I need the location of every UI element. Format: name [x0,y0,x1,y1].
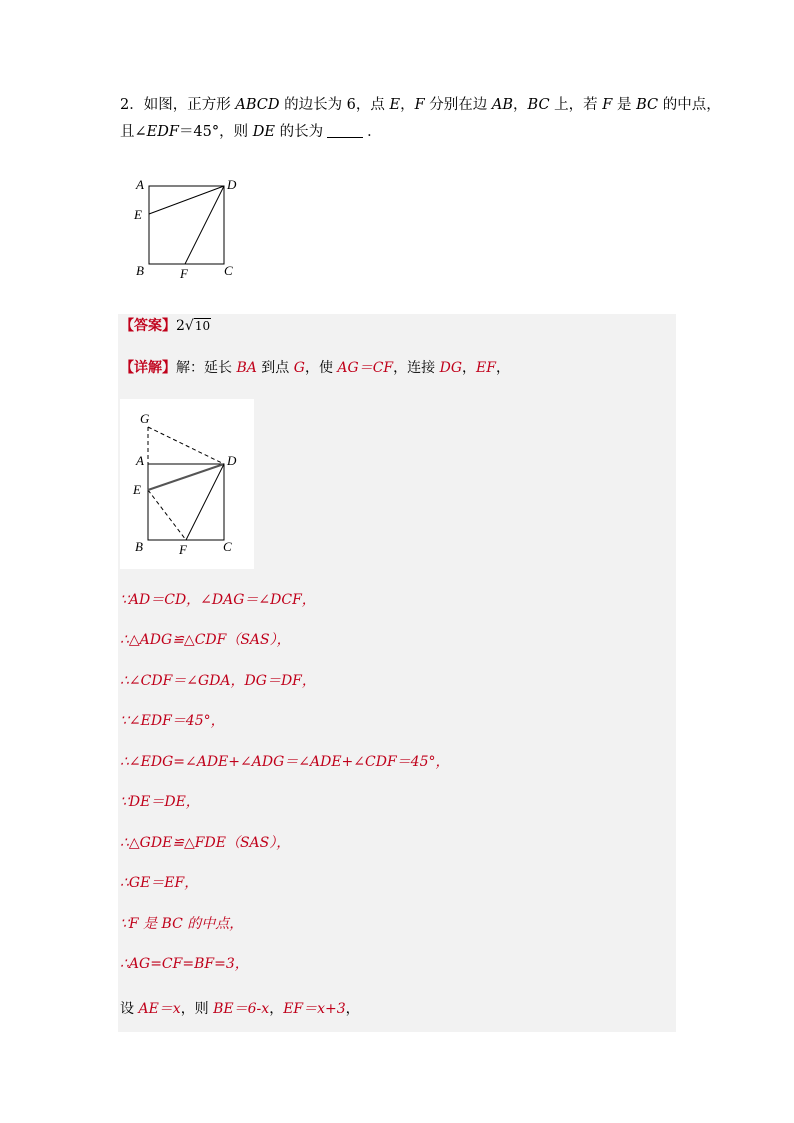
q-var: E [389,97,401,113]
q-var: DE [252,124,275,140]
detail-text: 解：延长 [176,360,237,376]
segment-gd-dashed [148,427,224,464]
step-4: ∵∠EDF＝45°， [120,713,225,729]
square-outline [149,186,224,264]
q-text: 如图，正方形 [143,97,236,113]
figure-2-box [120,399,254,569]
step-var: EF＝x+3 [283,1001,346,1017]
q-var: BC [636,97,659,113]
label-c-2: C [223,539,232,554]
figure-square-abcd [128,172,248,284]
label-d-2: D [227,453,237,468]
step-10: ∴AG=CF=BF=3， [120,956,249,972]
q-text: ， [400,97,415,113]
q-text: 的中点， [658,97,721,113]
q-text: 且∠ [120,124,147,140]
q-var: F [414,97,425,113]
step-2: ∴△ADG≌△CDF（SAS）， [120,632,291,648]
step-6: ∵DE＝DE， [120,794,200,810]
q-text: ＝45°，则 [178,124,253,140]
segment-df [185,186,224,264]
detail-var: G [293,360,305,376]
detail-text: 到点 [256,360,294,376]
label-g: G [140,411,150,426]
q-var: ABCD [235,97,280,113]
figure-construction [120,399,254,569]
question-line-1 [120,95,721,115]
q-text: 是 [612,97,637,113]
label-b: B [136,263,144,278]
q-var: F [602,97,613,113]
step-7: ∴△GDE≌△FDE（SAS）， [120,835,291,851]
step-3: ∴∠CDF＝∠GDA，DG＝DF， [120,673,316,689]
detail-var: DG [439,360,463,376]
detail-tag: 【详解】 [120,360,176,376]
label-a-2: A [136,453,144,468]
detail-line [120,358,510,378]
step-var: AE＝x [138,1001,181,1017]
q-var: EDF [146,124,179,140]
detail-text: ，连接 [393,360,440,376]
step-text: 设 [120,1001,139,1017]
step-11 [120,999,360,1019]
answer-sqrt: √10 [184,318,211,334]
q-text: 上，若 [549,97,603,113]
detail-text: ，使 [304,360,338,376]
detail-var: BA [236,360,257,376]
step-var: BE＝6-x [213,1001,270,1017]
square-outline-2 [148,464,224,540]
q-var: BC [527,97,550,113]
step-text: ， [345,1001,360,1017]
label-e-2: E [133,482,141,497]
step-1: ∵AD＝CD，∠DAG＝∠DCF， [120,592,316,608]
q-var: AB [491,97,514,113]
q-text: 的边长为 6，点 [279,97,390,113]
answer-coefficient: 2 [176,318,185,334]
detail-text: ， [495,360,510,376]
segment-ef-dashed [148,490,186,540]
detail-var: EF [476,360,496,376]
q-text: ， [513,97,528,113]
label-f: F [180,266,188,281]
label-c: C [224,263,233,278]
detail-text: ， [462,360,477,376]
answer-blank [327,123,363,138]
label-b-2: B [135,539,143,554]
answer-radicand: 10 [194,319,211,333]
question-number: 2． [120,97,144,113]
step-text: ，则 [180,1001,214,1017]
step-8: ∴GE＝EF， [120,875,199,891]
detail-var: AG＝CF [337,360,394,376]
answer-line [120,316,211,336]
question-line-2 [120,122,382,142]
q-text: 的长为 [274,124,324,140]
label-e: E [134,207,142,222]
answer-tag: 【答案】 [120,318,176,334]
q-text: 分别在边 [424,97,492,113]
label-d: D [227,177,237,192]
label-a: A [136,177,144,192]
step-text: ， [269,1001,284,1017]
step-5: ∴∠EDG=∠ADE+∠ADG＝∠ADE+∠CDF＝45°， [120,754,450,770]
segment-de [149,186,224,214]
step-9: ∵F 是 BC 的中点， [120,916,244,932]
label-f-2: F [179,542,187,557]
q-text: ． [367,124,382,140]
